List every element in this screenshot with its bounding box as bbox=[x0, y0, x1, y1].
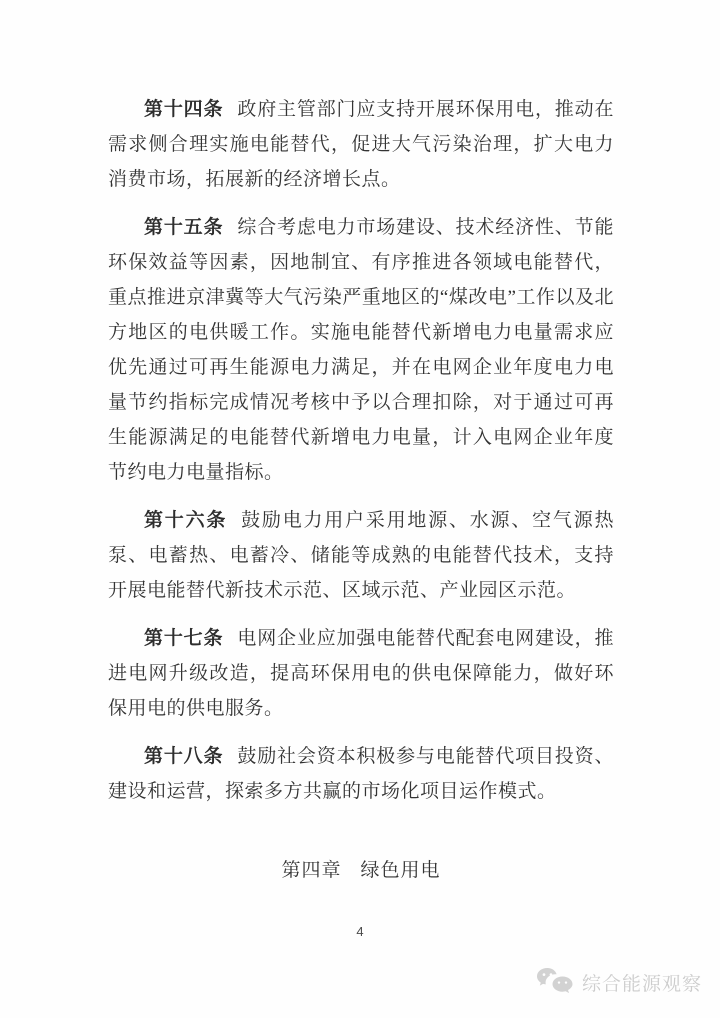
article-number: 第十八条 bbox=[144, 746, 224, 767]
article-paragraph-18 bbox=[108, 739, 614, 809]
article-paragraph-17 bbox=[108, 621, 614, 726]
article-text: 综合考虑电力市场建设、技术经济性、节能环保效益等因素，因地制宜、有序推进各领域电能替代，重点推进京津冀等大气污染严重地区的“煤改电”工作以及北方地区的电供暖工作。实施电能替代新增电力电量需求应优先通过可再生能源电力满足，并在电网企业年度电力电量节约指标完成情况考核中予以合理扣除，对于通过可再生能源满足的电能替代新增电力电量，计入电网企业年度节约电力电量指标。 bbox=[108, 217, 614, 483]
article-paragraph-16 bbox=[108, 503, 614, 608]
article-paragraph-15 bbox=[108, 210, 614, 490]
watermark-label: 综合能源观察 bbox=[581, 973, 702, 995]
article-number: 第十四条 bbox=[144, 99, 224, 120]
wechat-icon bbox=[535, 966, 575, 998]
chapter-number: 第四章 bbox=[281, 860, 342, 881]
document-body bbox=[108, 92, 614, 888]
chapter-heading bbox=[108, 853, 614, 888]
article-number: 第十六条 bbox=[144, 510, 228, 531]
watermark-brand bbox=[535, 966, 702, 998]
article-number: 第十七条 bbox=[144, 628, 224, 649]
page-number: 4 bbox=[356, 924, 364, 939]
article-text: 电网企业应加强电能替代配套电网建设，推进电网升级改造，提高环保用电的供电保障能力，做好环保用电的供电服务。 bbox=[108, 628, 614, 719]
article-paragraph-14 bbox=[108, 92, 614, 197]
article-text: 鼓励社会资本积极参与电能替代项目投资、建设和运营，探索多方共赢的市场化项目运作模式。 bbox=[108, 746, 614, 802]
article-number: 第十五条 bbox=[144, 217, 224, 238]
chapter-title: 绿色用电 bbox=[360, 860, 441, 881]
article-text: 政府主管部门应支持开展环保用电，推动在需求侧合理实施电能替代，促进大气污染治理，扩大电力消费市场，拓展新的经济增长点。 bbox=[108, 99, 614, 190]
article-text: 鼓励电力用户采用地源、水源、空气源热泵、电蓄热、电蓄冷、储能等成熟的电能替代技术，支持开展电能替代新技术示范、区域示范、产业园区示范。 bbox=[108, 510, 614, 601]
